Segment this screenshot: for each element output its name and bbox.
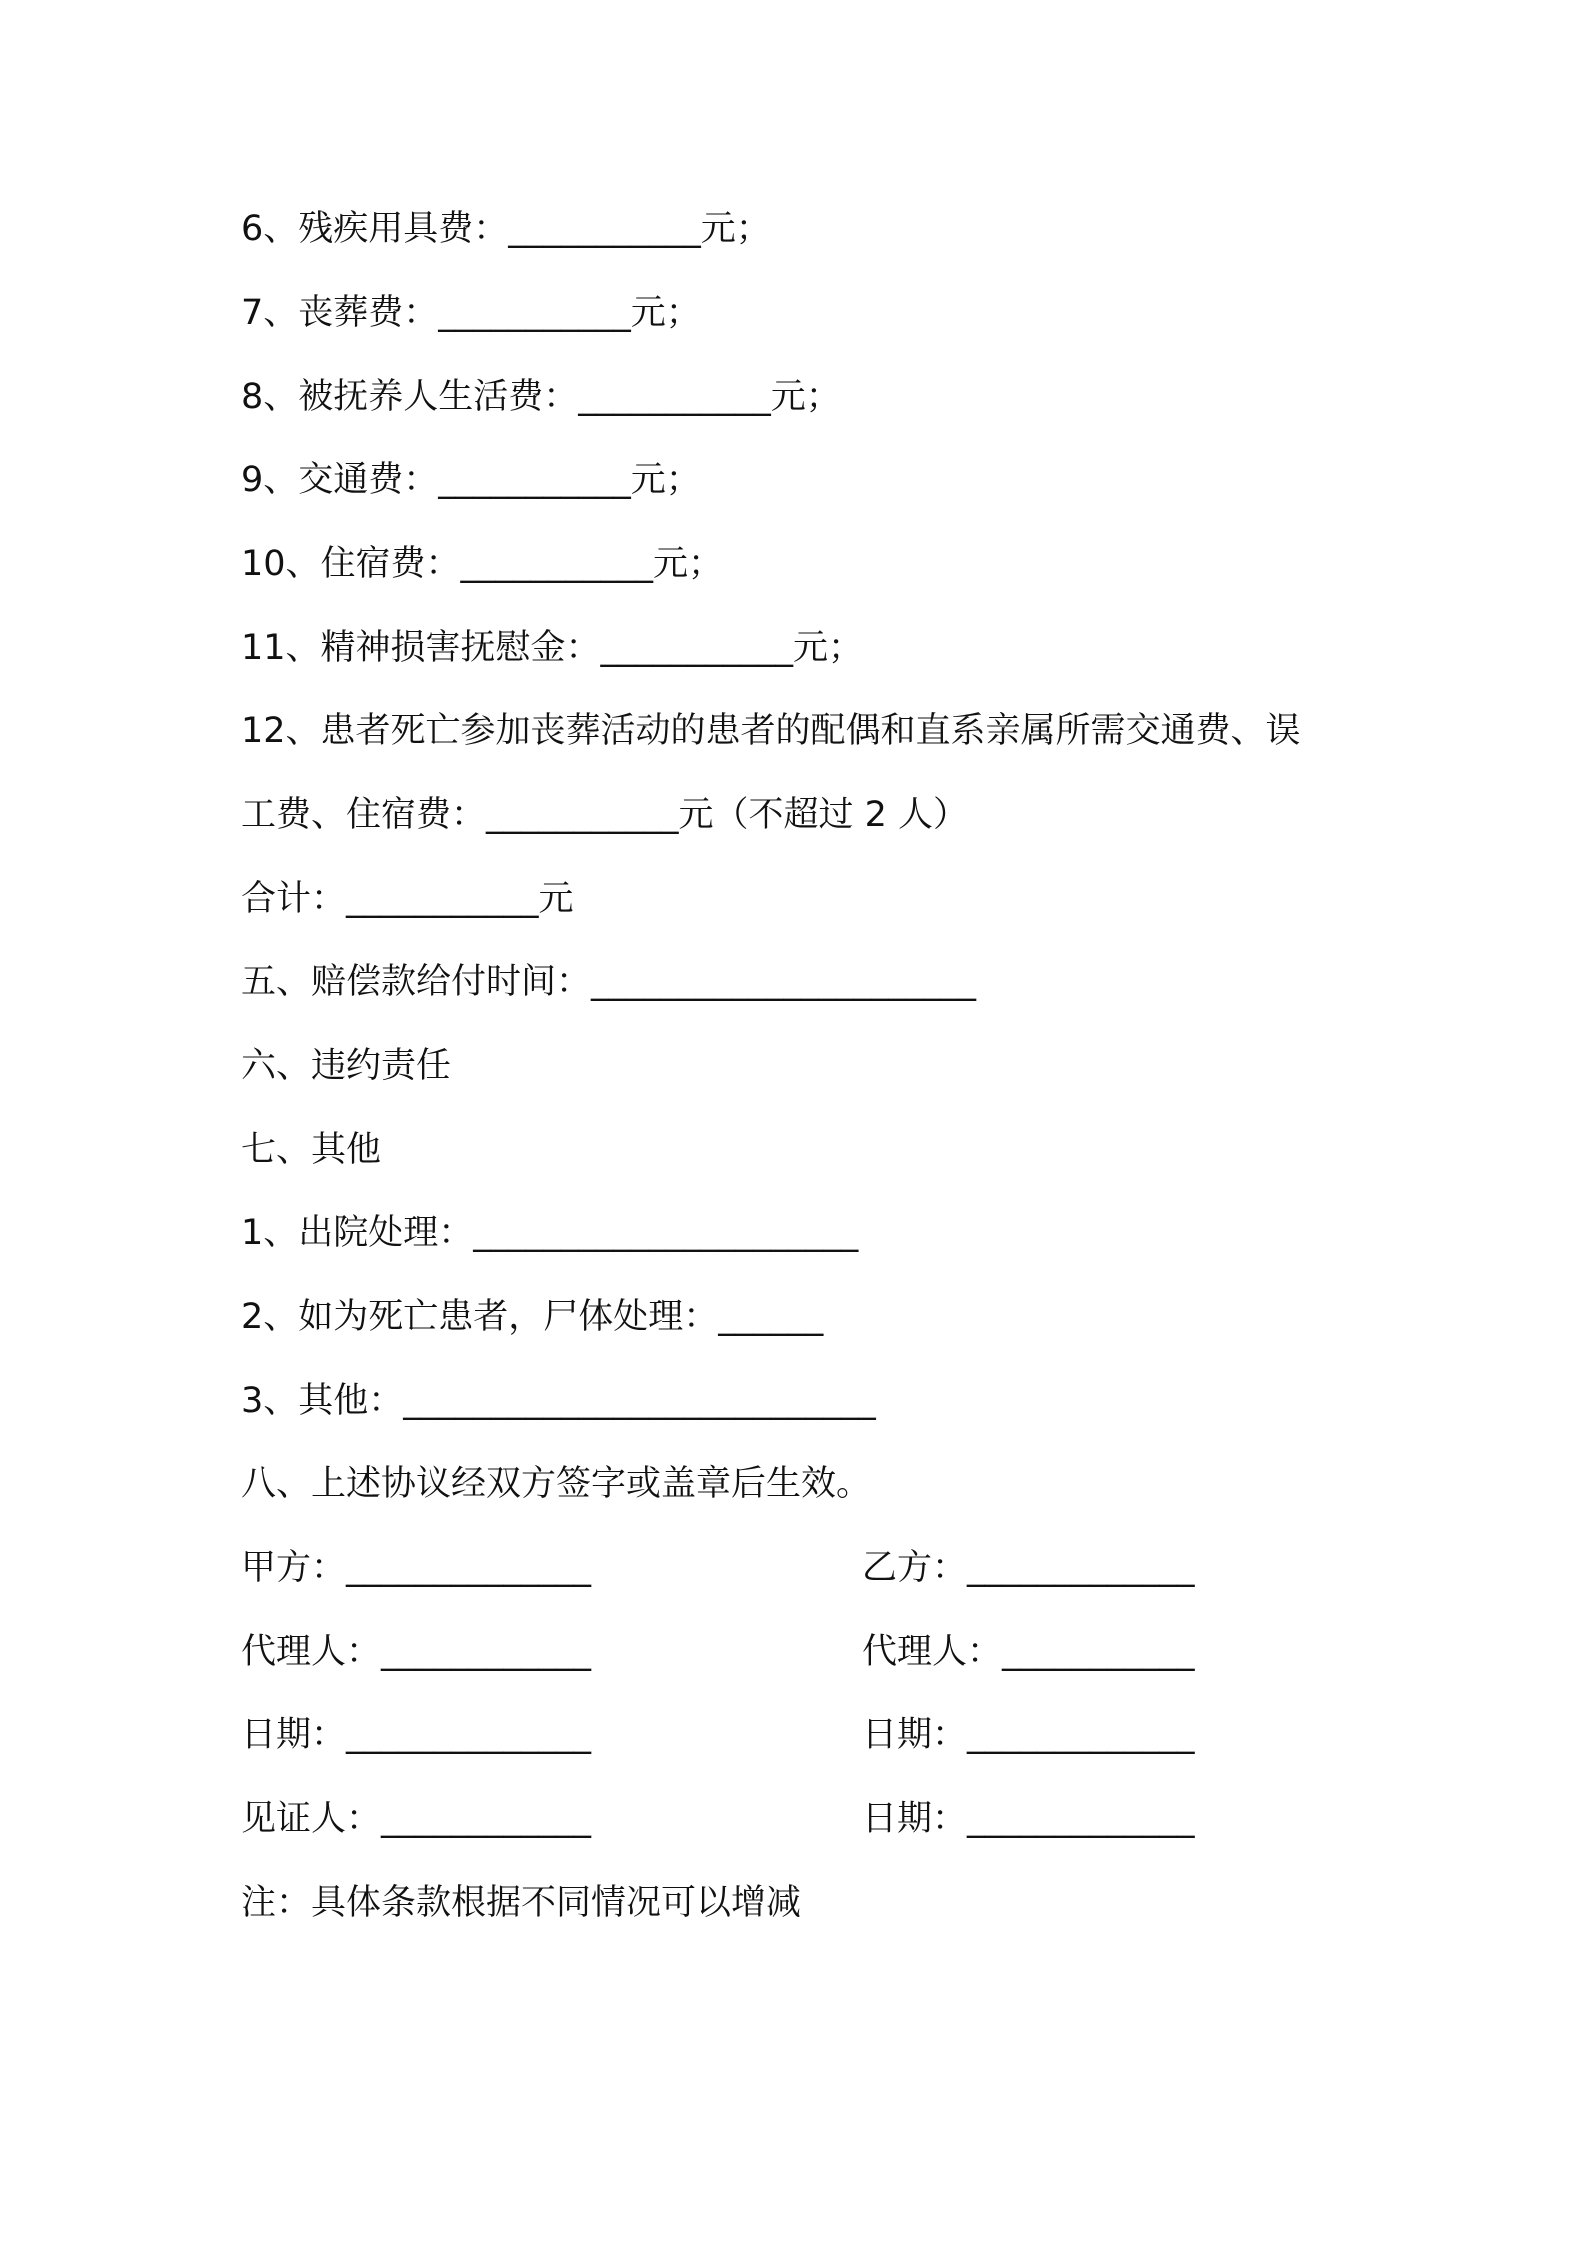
item-funeral-attendance-costs: 12、患者死亡参加丧葬活动的患者的配偶和直系亲属所需交通费、误 [241, 711, 1301, 751]
item-disability-aids-fee: 6、残疾用具费：___________元； [241, 209, 771, 249]
party-a-agent-line: 代理人：____________ [241, 1632, 592, 1672]
party-a-date-line: 日期：______________ [241, 1715, 592, 1755]
item-funeral-fee: 7、丧葬费：___________元； [241, 293, 701, 333]
item-transport-fee: 9、交通费：___________元； [241, 460, 701, 500]
item-dependent-living-fee: 8、被抚养人生活费：___________元； [241, 377, 841, 417]
section-payment-time: 五、赔偿款给付时间：______________________ [241, 962, 977, 1002]
party-b-agent-line: 代理人：___________ [862, 1632, 1195, 1672]
witness-line: 见证人：____________ [241, 1799, 592, 1839]
item-body-handling: 2、如为死亡患者，尸体处理：______ [241, 1297, 824, 1337]
section-other: 七、其他 [241, 1130, 382, 1170]
party-a-line: 甲方：______________ [241, 1548, 592, 1588]
item-lodging-fee: 10、住宿费：___________元； [241, 544, 724, 584]
party-b-date-line: 日期：_____________ [862, 1715, 1195, 1755]
item-funeral-attendance-costs-cont: 工费、住宿费：___________元（不超过 2 人） [241, 795, 969, 835]
section-breach-liability: 六、违约责任 [241, 1046, 452, 1086]
total-line: 合计：___________元 [241, 879, 574, 919]
item-discharge-handling: 1、出院处理：______________________ [241, 1213, 859, 1253]
item-mental-damage-compensation: 11、精神损害抚慰金：___________元； [241, 628, 864, 668]
section-effectiveness: 八、上述协议经双方签字或盖章后生效。 [241, 1464, 872, 1504]
party-b-line: 乙方：_____________ [862, 1548, 1195, 1588]
note-line: 注：具体条款根据不同情况可以增减 [241, 1883, 802, 1923]
witness-date-line: 日期：_____________ [862, 1799, 1195, 1839]
item-other: 3、其他：___________________________ [241, 1381, 876, 1421]
